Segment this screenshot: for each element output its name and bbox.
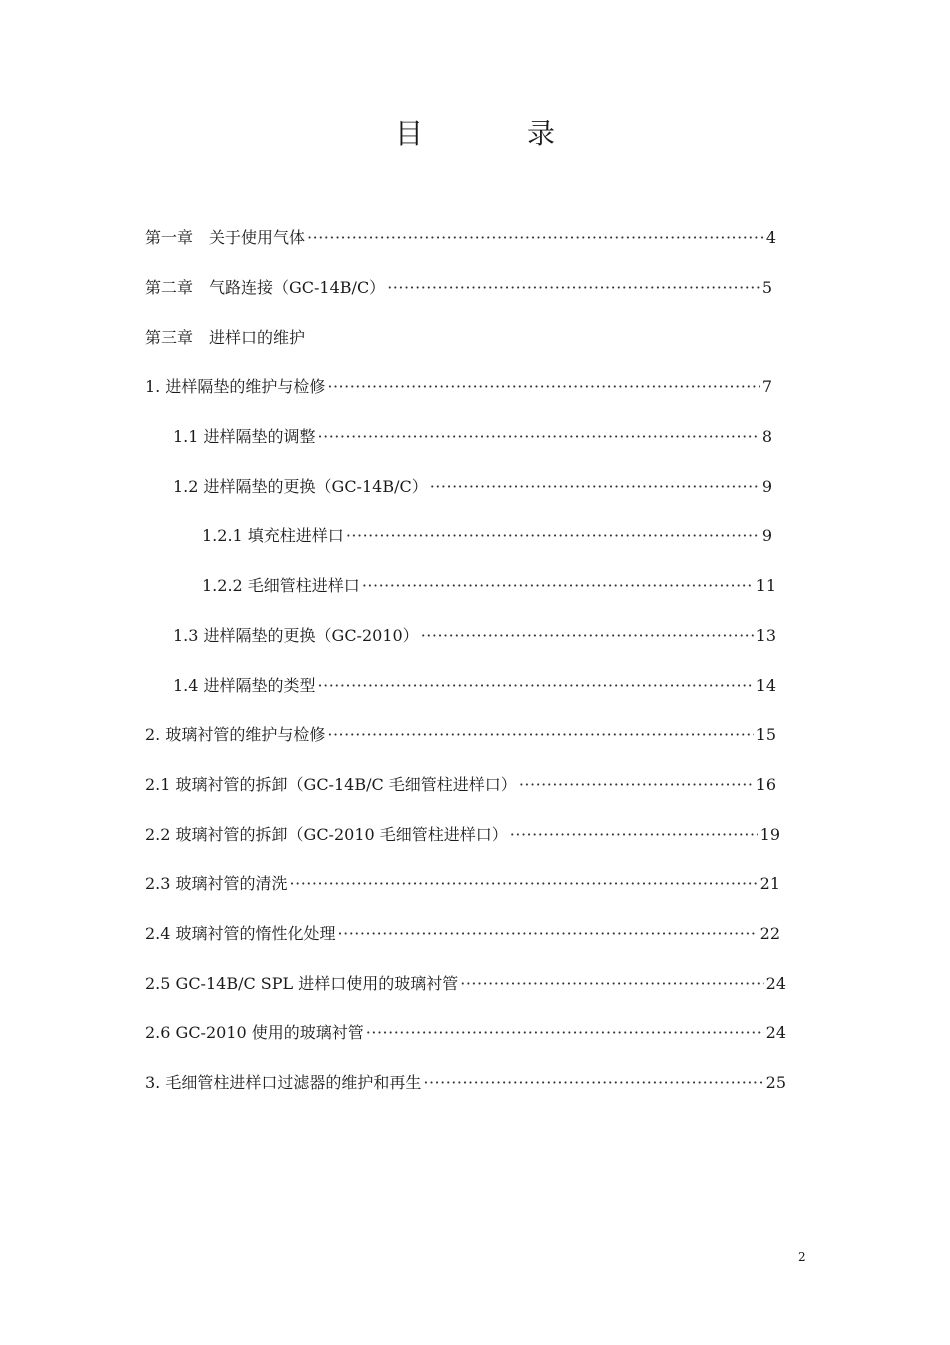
toc-entry-page: 22 <box>759 923 780 943</box>
toc-entry-label: 1.2 进样隔垫的更换（GC-14B/C） <box>173 476 428 496</box>
toc-entry-page: 7 <box>761 377 772 397</box>
toc-entry-page: 19 <box>759 824 780 844</box>
toc-entry[interactable] <box>0 560 950 610</box>
toc-entry[interactable] <box>0 411 950 461</box>
toc-entry[interactable] <box>0 262 950 312</box>
toc-entry[interactable] <box>0 610 950 660</box>
toc-entry-label: 1.3 进样隔垫的更换（GC-2010） <box>173 625 419 645</box>
toc-entry-label: 2.5 GC-14B/C SPL 进样口使用的玻璃衬管 <box>145 973 459 993</box>
toc-dot-leader <box>290 874 758 893</box>
toc-entry-page: 11 <box>755 576 776 596</box>
toc-entry-label: 2.3 玻璃衬管的清洗 <box>145 874 288 894</box>
toc-entry-label: 第三章 进样口的维护 <box>145 327 306 347</box>
toc-entry-label: 2.4 玻璃衬管的惰性化处理 <box>145 923 336 943</box>
toc-entry[interactable] <box>0 709 950 759</box>
toc-entry-page: 5 <box>761 278 772 298</box>
toc-entry-label: 2.2 玻璃衬管的拆卸（GC-2010 毛细管柱进样口） <box>145 824 508 844</box>
toc-dot-leader <box>366 1023 764 1042</box>
toc-dot-leader <box>387 278 760 297</box>
toc-entry-page: 15 <box>755 725 776 745</box>
toc-dot-leader <box>510 825 758 844</box>
toc-entry[interactable] <box>0 510 950 560</box>
toc-entry[interactable] <box>0 659 950 709</box>
toc-entry-page: 21 <box>759 874 780 894</box>
toc-dot-leader <box>338 924 758 943</box>
toc-dot-leader <box>318 676 754 695</box>
toc-dot-leader <box>421 626 754 645</box>
toc-dot-leader <box>423 1073 763 1092</box>
toc-entry-page: 9 <box>761 476 772 496</box>
toc-entry-label: 第一章 关于使用气体 <box>145 228 306 248</box>
toc-dot-leader <box>327 377 759 396</box>
toc-entry[interactable] <box>0 1007 950 1057</box>
toc-entry-page: 24 <box>765 973 786 993</box>
toc-entry-label: 第二章 气路连接（GC-14B/C） <box>145 278 386 298</box>
toc-entry-label: 1.2.2 毛细管柱进样口 <box>202 576 360 596</box>
toc-entry[interactable] <box>0 957 950 1007</box>
toc-dot-leader <box>327 725 753 744</box>
toc-dot-leader <box>346 526 760 545</box>
toc-entry-label: 2.1 玻璃衬管的拆卸（GC-14B/C 毛细管柱进样口） <box>145 774 517 794</box>
toc-entry[interactable] <box>0 908 950 958</box>
toc-entry-page: 8 <box>761 427 772 447</box>
toc-entry[interactable] <box>0 858 950 908</box>
toc-entry-page: 25 <box>765 1073 786 1093</box>
toc-entry-label: 1.4 进样隔垫的类型 <box>173 675 316 695</box>
toc-entry[interactable] <box>0 212 950 262</box>
toc-dot-leader <box>362 576 754 595</box>
toc-entry-page: 24 <box>765 1023 786 1043</box>
toc-entry-page: 16 <box>755 774 776 794</box>
toc-dot-leader <box>307 228 764 247</box>
toc-dot-leader <box>318 427 760 446</box>
toc-entry-label: 1. 进样隔垫的维护与检修 <box>145 377 326 397</box>
toc-entry-label: 3. 毛细管柱进样口过滤器的维护和再生 <box>145 1073 422 1093</box>
toc-entry[interactable] <box>0 361 950 411</box>
toc-entry-label: 1.2.1 填充柱进样口 <box>202 526 344 546</box>
toc-entry-label: 1.1 进样隔垫的调整 <box>173 427 316 447</box>
toc-dot-leader <box>430 477 760 496</box>
page-number: 2 <box>798 1250 806 1264</box>
toc-entry-label: 2. 玻璃衬管的维护与检修 <box>145 725 326 745</box>
toc-entry[interactable] <box>0 808 950 858</box>
toc-entry[interactable] <box>0 460 950 510</box>
toc-entry-page: 14 <box>755 675 776 695</box>
toc-list <box>0 212 950 1106</box>
toc-entry-page: 13 <box>755 625 776 645</box>
toc-entry-page: 9 <box>761 526 772 546</box>
toc-entry[interactable] <box>0 759 950 809</box>
toc-entry-page: 4 <box>765 228 776 248</box>
toc-entry[interactable] <box>0 1057 950 1107</box>
toc-dot-leader <box>519 775 754 794</box>
toc-entry-label: 2.6 GC-2010 使用的玻璃衬管 <box>145 1023 364 1043</box>
toc-entry[interactable] <box>0 311 950 361</box>
toc-title: 目 录 <box>394 117 593 150</box>
toc-dot-leader <box>460 974 763 993</box>
